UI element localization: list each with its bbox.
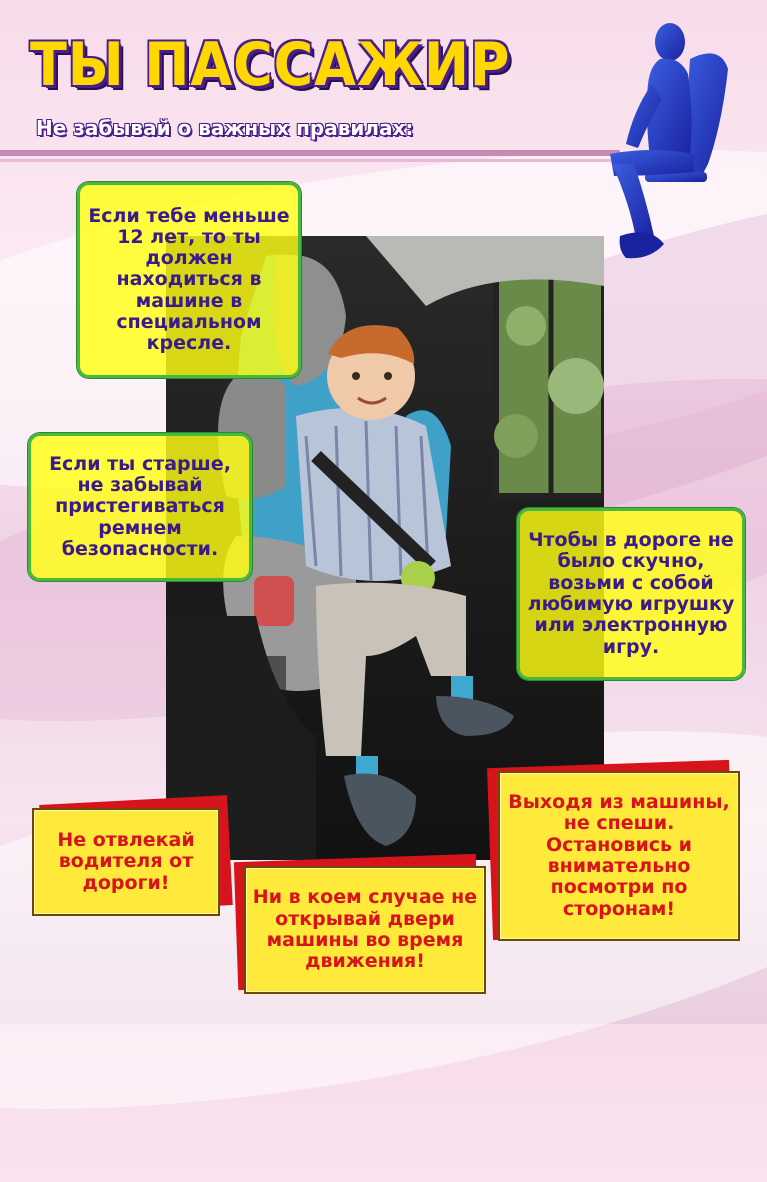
tip-exit-carefully: Выходя из машины, не спеши. Остановись и внимательно посмотри по сторонам! <box>498 771 740 941</box>
title-divider <box>0 159 620 162</box>
tip-seatbelt: Если ты старше, не забывай пристегиваться ремнем безопасности. <box>28 433 252 581</box>
tip-take-toy: Чтобы в дороге не было скучно, возьми с собой любимую игрушку или электронную игру. <box>517 508 745 680</box>
tip-dont-distract-driver: Не отвлекай водителя от дороги! <box>32 808 220 916</box>
poster-title: ТЫ ПАССАЖИР <box>30 30 511 100</box>
tip-dont-open-doors: Ни в коем случае не открывай двери машины во время движения! <box>244 866 486 994</box>
title-divider <box>0 150 620 156</box>
poster-subtitle: Не забывай о важных правилах: <box>36 116 414 140</box>
tip-seat-under-12: Если тебе меньше 12 лет, то ты должен находиться в машине в специальном кресле. <box>77 182 301 378</box>
seated-passenger-icon <box>590 14 740 264</box>
